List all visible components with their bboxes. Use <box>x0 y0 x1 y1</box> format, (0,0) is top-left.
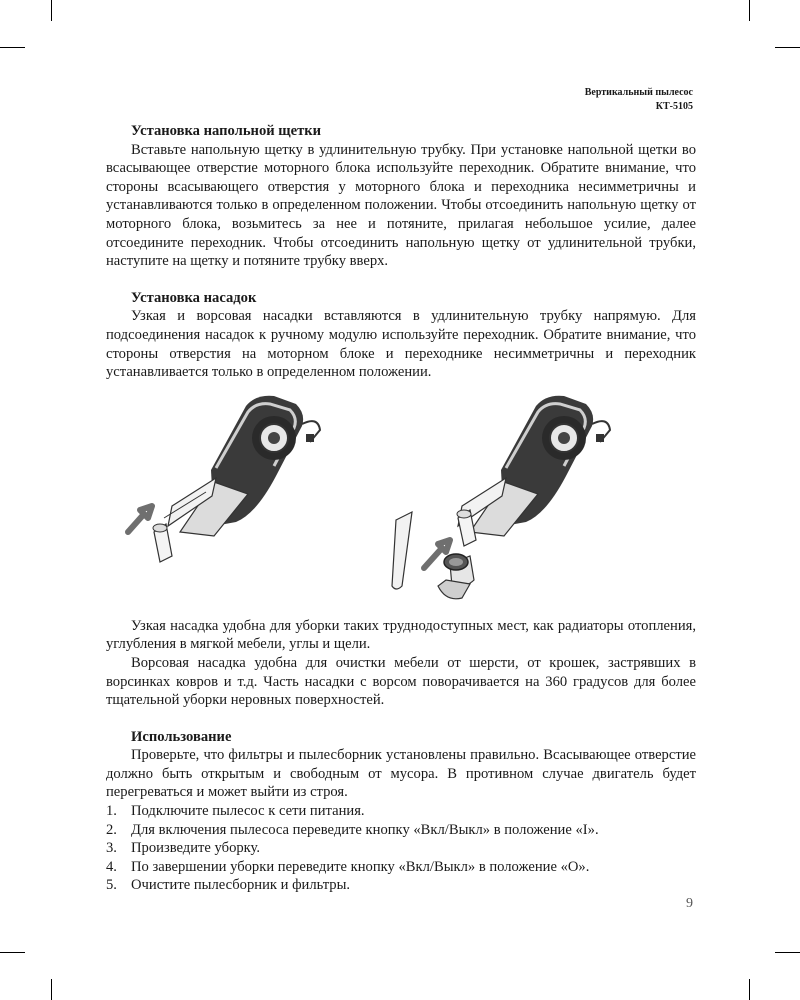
list-text: По завершении уборки переведите кнопку «Вкл/Выкл» в положение «O». <box>131 858 590 875</box>
paragraph: Проверьте, что фильтры и пылесборник установлены правильно. Всасывающее отверстие должно быть открытым и свободным от мусора. В противном случае двигатель будет перегреваться и может выйти из строя. <box>106 747 696 801</box>
crop-mark <box>749 0 750 21</box>
section-title: Установка напольной щетки <box>131 123 322 139</box>
header-product: Вертикальный пылесос <box>584 87 693 98</box>
attachments-illustration <box>106 386 696 612</box>
list-text: Подключите пылесос к сети питания. <box>131 803 365 820</box>
crop-mark <box>749 979 750 1000</box>
dusting-brush-nozzle <box>438 554 474 599</box>
list-item <box>106 858 696 877</box>
illustration-svg <box>106 386 696 612</box>
vacuum-handheld-left <box>164 395 320 535</box>
list-text: Произведите уборку. <box>131 840 261 857</box>
crop-mark <box>0 952 25 953</box>
list-number: 2. <box>106 821 117 838</box>
list-item <box>106 821 696 840</box>
crop-mark <box>775 47 800 48</box>
list-item <box>106 876 696 895</box>
list-item <box>106 839 696 858</box>
vacuum-handheld-right <box>458 395 610 535</box>
crop-mark <box>0 47 25 48</box>
usage-steps <box>106 802 696 895</box>
paragraph: Узкая насадка удобна для уборки таких труднодоступных мест, как радиаторы отопления, углубления в мягкой мебели, углы и щели. <box>106 617 696 653</box>
list-number: 3. <box>106 840 117 857</box>
paragraph: Узкая и ворсовая насадки вставляются в удлинительную трубку напрямую. Для подсоединения насадок к ручному модулю используйте переходник. Обратите внимание, что стороны отверстия на моторном блоке и переходнике несимметричны и переходник устанавливается только в определенном положении. <box>106 308 696 381</box>
page-number: 9 <box>686 896 693 911</box>
crop-mark <box>51 979 52 1000</box>
list-number: 5. <box>106 877 117 894</box>
section-title: Установка насадок <box>131 289 257 306</box>
section-title: Использование <box>131 728 232 745</box>
page-content <box>106 122 696 895</box>
header-model: КТ-5105 <box>655 101 693 112</box>
paragraph: Вставьте напольную щетку в удлинительную трубку. При установке напольной щетки во всасывающее отверстие моторного блока используйте переходник. Обратите внимание, что стороны всасывающего отверстия у моторного блока и переходника несимметричны и устанавливаются только в определенном положении. Чтобы отсоединить напольную щетку от моторного блока, возьмитесь за нее и потяните, прилагая небольшое усилие, далее отсоедините переходник. Чтобы отсоединить напольную щетку от удлинительной трубки, наступите на щетку и потяните трубку вверх. <box>106 141 696 270</box>
crevice-nozzle <box>392 512 412 589</box>
crop-mark <box>775 952 800 953</box>
list-item <box>106 802 696 821</box>
list-text: Очистите пылесборник и фильтры. <box>131 877 351 894</box>
crop-mark <box>51 0 52 21</box>
paragraph: Ворсовая насадка удобна для очистки мебели от шерсти, от крошек, застрявших в ворсинках ковров и т.д. Часть насадки с ворсом поворачивается на 360 градусов для более тщательной уборки неровных поверхностей. <box>106 654 696 709</box>
running-header <box>585 86 693 114</box>
adapter-left <box>153 524 172 562</box>
list-text: Для включения пылесоса переведите кнопку «Вкл/Выкл» в положение «I». <box>131 821 599 838</box>
list-number: 4. <box>106 858 117 875</box>
arrow-icon <box>128 506 152 532</box>
list-number: 1. <box>106 803 117 820</box>
